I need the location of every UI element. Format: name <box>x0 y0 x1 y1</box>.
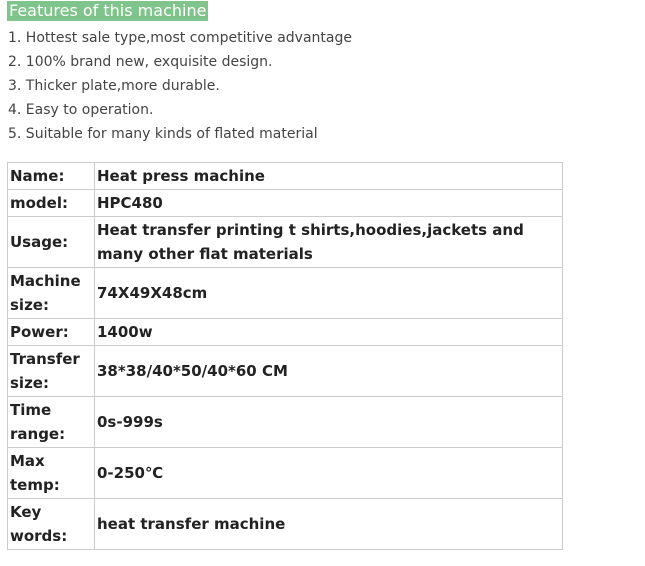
spec-value: Heat press machine <box>95 163 563 190</box>
feature-item: 4. Easy to operation. <box>8 102 154 118</box>
spec-table <box>7 162 563 550</box>
features-list <box>8 26 352 146</box>
spec-value: HPC480 <box>95 190 563 217</box>
spec-value: 38*38/40*50/40*60 CM <box>95 346 563 397</box>
spec-value: 1400w <box>95 319 563 346</box>
spec-label: Machine size: <box>8 268 95 319</box>
spec-value: 0s-999s <box>95 397 563 448</box>
spec-label: Power: <box>8 319 95 346</box>
spec-row <box>8 499 563 550</box>
spec-row <box>8 190 563 217</box>
spec-value: 74X49X48cm <box>95 268 563 319</box>
spec-row <box>8 319 563 346</box>
spec-label: Time range: <box>8 397 95 448</box>
spec-row <box>8 268 563 319</box>
spec-row <box>8 346 563 397</box>
section-heading: Features of this machine <box>9 1 207 20</box>
spec-row <box>8 163 563 190</box>
spec-label: Name: <box>8 163 95 190</box>
spec-label: model: <box>8 190 95 217</box>
spec-label: Max temp: <box>8 448 95 499</box>
spec-row <box>8 217 563 268</box>
spec-label: Transfer size: <box>8 346 95 397</box>
feature-item: 3. Thicker plate,more durable. <box>8 78 220 94</box>
spec-label: Key words: <box>8 499 95 550</box>
spec-value: 0-250℃ <box>95 448 563 499</box>
feature-item: 2. 100% brand new, exquisite design. <box>8 54 273 70</box>
feature-item: 5. Suitable for many kinds of flated material <box>8 126 318 142</box>
spec-value: Heat transfer printing t shirts,hoodies,jackets and many other flat materials <box>95 217 563 268</box>
feature-item: 1. Hottest sale type,most competitive advantage <box>8 30 352 46</box>
spec-value: heat transfer machine <box>95 499 563 550</box>
spec-row <box>8 397 563 448</box>
spec-row <box>8 448 563 499</box>
spec-label: Usage: <box>8 217 95 268</box>
